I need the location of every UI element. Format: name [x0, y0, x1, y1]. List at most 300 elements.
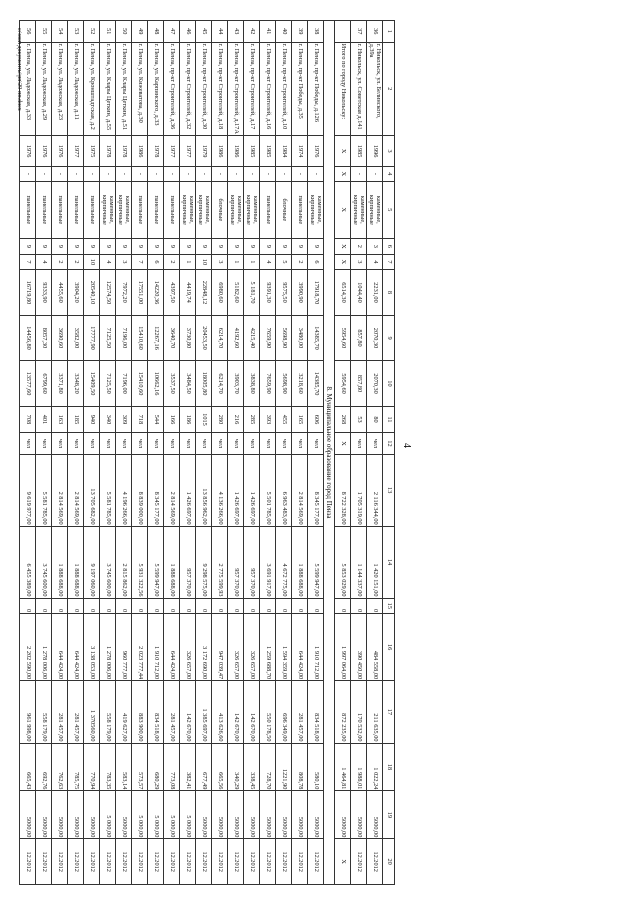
table-cell: -: [260, 167, 276, 181]
table-row: [260, 21, 276, 885]
table-cell: панельные: [36, 181, 52, 239]
table-cell: 2 775 599,93: [212, 526, 228, 598]
column-number: 15: [383, 598, 395, 614]
table-cell: 12.2012: [367, 839, 383, 885]
table-cell: 9: [196, 239, 212, 255]
table-cell: 5000,00: [244, 791, 260, 839]
table-cell: 0: [36, 598, 52, 614]
table-cell: 12.2012: [148, 839, 164, 885]
table-cell: каменные, кирпичные: [367, 181, 383, 239]
table-cell: 1979: [196, 136, 212, 167]
table-cell: 484 558,00: [367, 614, 383, 681]
table-cell: 1 426 697,00: [180, 454, 196, 526]
table-row: [68, 21, 84, 885]
table-cell: 14385,70: [308, 361, 324, 407]
table-cell: 1044,40: [351, 270, 367, 316]
table-cell: 5 000,00: [180, 791, 196, 839]
table-cell: 773,08: [164, 743, 180, 791]
table-cell: г. Пенза, ул. Кижеватова, д.30: [132, 42, 148, 135]
table-cell: 5698,90: [276, 315, 292, 361]
table-cell: 12.2012: [292, 839, 308, 885]
table-cell: 9: [68, 239, 84, 255]
table-cell: 5000,00: [335, 791, 351, 839]
table-cell: г. Пенза, ул. Клары Цеткин, д.51: [116, 42, 132, 135]
table-cell: 2: [164, 254, 180, 270]
table-cell: 12.2012: [84, 839, 100, 885]
table-row: [212, 21, 228, 885]
table-cell: 281 457,00: [68, 681, 84, 743]
table-cell: г. Пенза, ул. Ладожская, д.33: [20, 42, 36, 135]
table-cell: 6514,30: [335, 270, 351, 316]
table-cell: 8 345 177,00: [148, 454, 164, 526]
table-cell: 0: [308, 598, 324, 614]
table-cell: 0: [228, 598, 244, 614]
table-cell: 6: [308, 254, 324, 270]
table-cell: г. Пенза, пр-кт Строителей, д.18: [212, 42, 228, 135]
table-cell: 5 000,00: [148, 791, 164, 839]
table-cell: 455: [276, 406, 292, 432]
column-number: 16: [383, 614, 395, 681]
table-row: [84, 21, 100, 885]
table-cell: 340,29: [228, 743, 244, 791]
table-cell: 2 814 569,00: [52, 454, 68, 526]
column-number: 2: [383, 42, 395, 135]
table-cell: 14385,70: [308, 315, 324, 361]
table-cell: 8057,30: [36, 315, 52, 361]
table-cell: 5000,00: [228, 791, 244, 839]
table-cell: 0: [84, 598, 100, 614]
table-cell: 4 136 266,00: [212, 454, 228, 526]
table-row: [52, 21, 68, 885]
table-cell: 54: [52, 21, 68, 43]
table-cell: 142 670,00: [180, 681, 196, 743]
table-cell: 9333,90: [36, 270, 52, 316]
table-cell: 3218,60: [292, 361, 308, 407]
table-cell: 1 888 688,00: [292, 526, 308, 598]
table-cell: 5 853 029,00: [335, 526, 351, 598]
table-cell: панельные: [148, 181, 164, 239]
table-cell: 12.2012: [196, 839, 212, 885]
table-cell: чел: [180, 433, 196, 455]
table-cell: блочные: [276, 181, 292, 239]
table-cell: 41: [260, 21, 276, 43]
table-cell: 1985: [351, 136, 367, 167]
table-cell: 12.2012: [276, 839, 292, 885]
table-cell: -: [212, 167, 228, 181]
table-cell: 9: [164, 239, 180, 255]
table-cell: каменные, кирпичные: [196, 181, 212, 239]
table-cell: -: [228, 167, 244, 181]
table-cell: чел: [367, 433, 383, 455]
table-cell: 7196,00: [116, 315, 132, 361]
table-cell: г. Пенза, пр-кт Победы, д.126: [308, 42, 324, 135]
table-cell: 14220,36: [148, 270, 164, 316]
table-cell: 17551,00: [132, 270, 148, 316]
table-cell: 9: [52, 239, 68, 255]
table-cell: панельные: [260, 181, 276, 239]
table-cell: 2231,00: [367, 270, 383, 316]
table-cell: 13 705 682,00: [84, 454, 100, 526]
table-cell: 2: [68, 254, 84, 270]
table-cell: 2 815 862,00: [116, 526, 132, 598]
column-number: 4: [383, 167, 395, 181]
table-cell: чел: [36, 433, 52, 455]
column-number: 19: [383, 791, 395, 839]
table-cell: каменные, кирпичные: [100, 181, 116, 239]
table-cell: 46: [180, 21, 196, 43]
table-cell: 12.2012: [164, 839, 180, 885]
table-cell: -: [100, 167, 116, 181]
table-cell: 2: [351, 239, 367, 255]
table-cell: 285: [244, 406, 260, 432]
table-cell: 3480,00: [292, 315, 308, 361]
table-cell: 43: [228, 21, 244, 43]
table-cell: 1 420 151,00: [367, 526, 383, 598]
table-cell: 1 144 337,00: [351, 526, 367, 598]
table-cell: 1: [180, 254, 196, 270]
table-cell: 39: [292, 21, 308, 43]
table-cell: 0: [196, 598, 212, 614]
table-cell: чел: [52, 433, 68, 455]
table-cell: 1976: [308, 136, 324, 167]
table-cell: 47: [164, 21, 180, 43]
table-cell: 1986: [228, 136, 244, 167]
column-number: 1: [383, 21, 395, 43]
table-cell: 15409,50: [84, 361, 100, 407]
table-cell: 9 298 575,00: [196, 526, 212, 598]
table-row: [196, 21, 212, 885]
table-cell: 5000,00: [367, 791, 383, 839]
table-cell: 0: [180, 598, 196, 614]
table-cell: 42: [244, 21, 260, 43]
table-cell: чел: [292, 433, 308, 455]
table-cell: 48: [148, 21, 164, 43]
table-cell: 9 619 977,00: [20, 454, 36, 526]
table-cell: 211 635,00: [367, 681, 383, 743]
table-cell: 6799,60: [36, 361, 52, 407]
table-cell: 9575,50: [276, 270, 292, 316]
table-cell: 2 202 590,00: [20, 614, 36, 681]
table-cell: 49: [132, 21, 148, 43]
table-cell: -: [308, 167, 324, 181]
table-cell: чел: [84, 433, 100, 455]
table-cell: 6 455 389,00: [20, 526, 36, 598]
table-cell: панельные: [132, 181, 148, 239]
table-cell: 1 464,81: [335, 743, 351, 791]
table-cell: г. Пенза, ул. Кронштадтская, д.2: [84, 42, 100, 135]
table-cell: каменные, кирпичные: [308, 181, 324, 239]
table-cell: 14456,80: [20, 315, 36, 361]
table-cell: чел: [116, 433, 132, 455]
table-cell: 12.2012: [68, 839, 84, 885]
table-cell: -: [351, 167, 367, 181]
table-row: [100, 21, 116, 885]
table-cell: 52: [84, 21, 100, 43]
table-cell: 1 278 006,00: [36, 614, 52, 681]
table-cell: 56: [20, 21, 36, 43]
table-cell: 718: [132, 406, 148, 432]
table-cell: 8 722 328,00: [335, 454, 351, 526]
table-cell: каменные, кирпичные: [351, 181, 367, 239]
table-cell: 3730,80: [180, 315, 196, 361]
table-cell: 872 235,00: [335, 681, 351, 743]
column-number: 20: [383, 839, 395, 885]
table-cell: 51: [100, 21, 116, 43]
table-cell: 166: [164, 406, 180, 432]
table-cell: 6214,70: [212, 361, 228, 407]
housing-table: [19, 20, 395, 885]
table-cell: 5: [276, 254, 292, 270]
table-cell: панельные: [84, 181, 100, 239]
table-cell: 1 594 359,00: [276, 614, 292, 681]
table-row: [148, 21, 164, 885]
table-cell: 50: [116, 21, 132, 43]
table-cell: 5000,00: [84, 791, 100, 839]
table-cell: 5954,60: [335, 315, 351, 361]
table-cell: 5 599 947,00: [308, 526, 324, 598]
column-number: 11: [383, 406, 395, 432]
table-cell: 0: [148, 598, 164, 614]
table-cell: панельные: [164, 181, 180, 239]
table-cell: 3 745 600,00: [100, 526, 116, 598]
table-row: [351, 21, 367, 885]
table-cell: 18005,80: [196, 361, 212, 407]
table-cell: г. Пенза, пр-кт Строителей, д.30: [196, 42, 212, 135]
column-number: 5: [383, 181, 395, 239]
table-cell: 762,63: [52, 743, 68, 791]
table-cell: 4215,40: [244, 315, 260, 361]
column-number: 17: [383, 681, 395, 743]
table-row: [367, 21, 383, 885]
table-cell: 5 931 322,56: [132, 526, 148, 598]
table-cell: 5 581 785,00: [36, 454, 52, 526]
table-row: [36, 21, 52, 885]
table-cell: г. Пенза, пр-кт Строителей, д.17: [244, 42, 260, 135]
table-cell: 142 670,00: [244, 681, 260, 743]
table-cell: 17918,70: [308, 270, 324, 316]
table-cell: 3: [212, 254, 228, 270]
table-cell: 1 988,01: [351, 743, 367, 791]
table-cell: 644 424,00: [52, 614, 68, 681]
column-number: 12: [383, 433, 395, 455]
table-cell: 1976: [20, 136, 36, 167]
table-cell: чел: [164, 433, 180, 455]
footer-path: c:\мои документы\рп\29-пп.docx: [16, 28, 22, 111]
table-cell: 0: [20, 598, 36, 614]
table-cell: 0: [116, 598, 132, 614]
column-number-row: [383, 21, 395, 885]
table-cell: 5 000,00: [164, 791, 180, 839]
table-cell: 9: [228, 239, 244, 255]
table-cell: 390 450,00: [351, 614, 367, 681]
table-cell: г. Пенза, ул. Ладожская, д.11: [68, 42, 84, 135]
table-cell: 9: [36, 239, 52, 255]
table-cell: 1976: [36, 136, 52, 167]
table-cell: 3484,50: [180, 361, 196, 407]
table-cell: 4 672 775,00: [276, 526, 292, 598]
table-cell: 20540,10: [84, 270, 100, 316]
table-cell: 708: [20, 406, 36, 432]
table-cell: 13 856 962,00: [196, 454, 212, 526]
table-cell: 957 370,00: [244, 526, 260, 598]
table-cell: 9: [308, 239, 324, 255]
table-cell: 309: [116, 406, 132, 432]
table-cell: 8 345 177,00: [308, 454, 324, 526]
table-cell: 170 532,00: [351, 681, 367, 743]
table-cell: 665,56: [212, 743, 228, 791]
table-cell: 12.2012: [52, 839, 68, 885]
table-cell: 393: [260, 406, 276, 432]
table-cell: 1978: [100, 136, 116, 167]
table-cell: 0: [132, 598, 148, 614]
table-cell: 644 424,00: [68, 614, 84, 681]
table-cell: 2: [292, 254, 308, 270]
table-cell: 5 000,00: [100, 791, 116, 839]
table-cell: -: [244, 167, 260, 181]
table-cell: 2 814 569,00: [292, 454, 308, 526]
table-cell: чел: [148, 433, 164, 455]
table-cell: 165: [292, 406, 308, 432]
table-cell: -: [367, 167, 383, 181]
table-cell: 728,70: [260, 743, 276, 791]
table-cell: 1 888 688,00: [68, 526, 84, 598]
table-cell: каменные, кирпичные: [180, 181, 196, 239]
table-cell: 268: [335, 406, 351, 432]
table-cell: 1 910 712,00: [148, 614, 164, 681]
table-cell: -: [52, 167, 68, 181]
table-cell: 16719,80: [20, 270, 36, 316]
table-cell: 413 626,60: [212, 681, 228, 743]
table-cell: 1 910 712,00: [308, 614, 324, 681]
table-cell: 0: [244, 598, 260, 614]
table-row: [116, 21, 132, 885]
table-cell: 677,49: [196, 743, 212, 791]
table-cell: 9: [100, 239, 116, 255]
table-cell: 883 900,00: [132, 681, 148, 743]
table-row: [276, 21, 292, 885]
section-row: [324, 21, 335, 885]
table-cell: г. Пенза, пр-кт Строителей, д.17А: [228, 42, 244, 135]
table-cell: каменные, кирпичные: [116, 181, 132, 239]
table-cell: 0: [212, 598, 228, 614]
table-cell: 1977: [164, 136, 180, 167]
table-cell: 2 116 344,00: [367, 454, 383, 526]
table-cell: панельные: [68, 181, 84, 239]
table-cell: 957 370,00: [228, 526, 244, 598]
table-cell: 3903,70: [228, 361, 244, 407]
table-cell: 9: [244, 239, 260, 255]
page-number: 4: [401, 443, 412, 448]
table-cell: 1996: [367, 136, 383, 167]
table-cell: 5000,00: [308, 791, 324, 839]
table-cell: г. Пенза, ул. Клары Цеткин, д.55: [100, 42, 116, 135]
table-cell: 1 022,24: [367, 743, 383, 791]
table-cell: 583,14: [116, 743, 132, 791]
table-cell: 961 998,00: [20, 681, 36, 743]
table-cell: 185: [68, 406, 84, 432]
table-cell: 9: [180, 239, 196, 255]
table-cell: 5000,00: [116, 791, 132, 839]
table-cell: X: [335, 433, 351, 455]
table-cell: чел: [228, 433, 244, 455]
table-cell: 9: [116, 239, 132, 255]
table-cell: 3640,70: [164, 315, 180, 361]
table-cell: 1986: [132, 136, 148, 167]
table-cell: 6 963 483,00: [276, 454, 292, 526]
table-cell: -: [116, 167, 132, 181]
table-cell: 4: [367, 254, 383, 270]
table-cell: чел: [351, 433, 367, 455]
table-cell: 785,75: [68, 743, 84, 791]
table-cell: 1984: [276, 136, 292, 167]
table-cell: 558 179,00: [36, 681, 52, 743]
table-cell: 5000,00: [212, 791, 228, 839]
table-cell: 5698,90: [276, 361, 292, 407]
table-cell: г. Пенза, пр-кт Строителей, д.32: [180, 42, 196, 135]
table-cell: 7: [20, 254, 36, 270]
table-cell: 9: [132, 239, 148, 255]
table-cell: 1 426 697,00: [228, 454, 244, 526]
section-title: 8. Муниципальное образование город Пенза: [324, 21, 335, 885]
table-cell: 7196,00: [116, 361, 132, 407]
table-cell: 1985: [260, 136, 276, 167]
column-number: 7: [383, 254, 395, 270]
table-cell: 12.2012: [100, 839, 116, 885]
table-cell: 9: [148, 239, 164, 255]
table-body: [20, 21, 395, 885]
table-cell: 1 705 319,00: [351, 454, 367, 526]
table-row: [132, 21, 148, 885]
table-cell: чел: [244, 433, 260, 455]
table-cell: 606: [308, 406, 324, 432]
table-cell: 0: [164, 598, 180, 614]
table-cell: 326 657,00: [180, 614, 196, 681]
table-cell: 2 814 569,00: [68, 454, 84, 526]
table-cell: 38: [308, 21, 324, 43]
table-row: [292, 21, 308, 885]
table-cell: 1 888 688,00: [52, 526, 68, 598]
table-cell: 338,45: [244, 743, 260, 791]
table-cell: 53: [351, 406, 367, 432]
table-cell: 12.2012: [132, 839, 148, 885]
table-cell: 834 518,00: [308, 681, 324, 743]
table-cell: чел: [100, 433, 116, 455]
table-cell: -: [276, 167, 292, 181]
table-cell: 12.2012: [116, 839, 132, 885]
table-cell: 419 627,00: [116, 681, 132, 743]
table-cell: 4455,60: [52, 270, 68, 316]
table-cell: 4 196 266,00: [116, 454, 132, 526]
table-cell: 834 518,00: [148, 681, 164, 743]
table-cell: -: [132, 167, 148, 181]
table-cell: 5000,00: [292, 791, 308, 839]
table-cell: панельные: [52, 181, 68, 239]
table-cell: 1: [244, 254, 260, 270]
table-cell: 22848,12: [196, 270, 212, 316]
table-cell: 665,43: [20, 743, 36, 791]
table-cell: 1976: [52, 136, 68, 167]
column-number: 14: [383, 526, 395, 598]
table-cell: 940: [84, 406, 100, 432]
table-cell: 12.2012: [228, 839, 244, 885]
table-cell: -: [196, 167, 212, 181]
table-cell: 0: [52, 598, 68, 614]
table-cell: 4: [100, 254, 116, 270]
table-cell: 9: [212, 239, 228, 255]
table-cell: 3990,90: [292, 270, 308, 316]
table-cell: 0: [100, 598, 116, 614]
table-cell: 8 839 000,00: [132, 454, 148, 526]
